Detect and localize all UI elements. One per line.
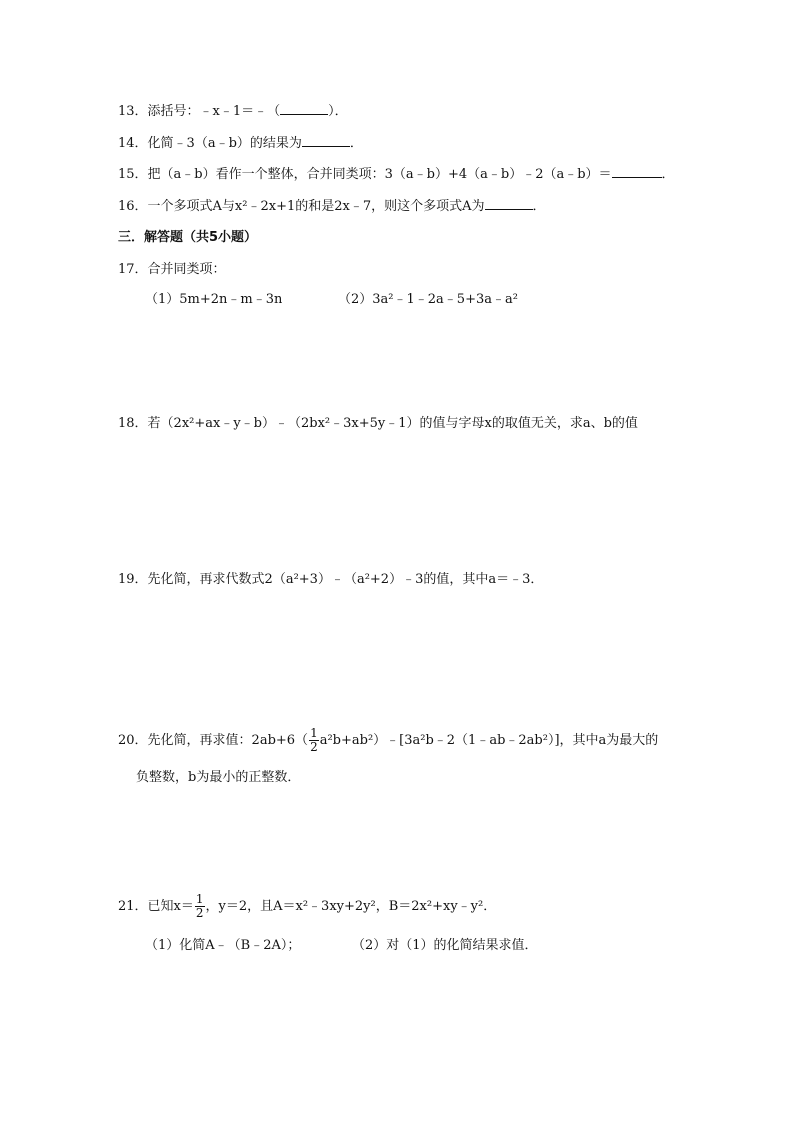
fraction-denominator: 2: [195, 906, 204, 920]
question-21-part-2: （2）对（1）的化简结果求值．: [352, 938, 538, 953]
fraction-numerator: 1: [310, 726, 318, 740]
q14-suffix: ．: [349, 136, 363, 151]
question-14: [118, 134, 363, 154]
fraction-half: [195, 893, 205, 920]
section-heading: 三．解答题（共5小题）: [118, 230, 258, 245]
q21-prefix: 21．已知x＝: [118, 899, 194, 914]
question-20: [118, 727, 658, 754]
question-13: [118, 102, 348, 122]
q13-suffix: ）．: [328, 104, 348, 119]
question-20-line-2: 负整数，b为最小的正整数．: [136, 770, 301, 785]
answer-blank[interactable]: [485, 197, 533, 210]
question-17-part-1: （1）5m+2n﹣m﹣3n: [145, 292, 283, 307]
fraction-half: [309, 727, 319, 754]
question-17: 17．合并同类项：: [118, 262, 226, 277]
question-16: [118, 197, 546, 217]
q15-text: 15．把（a﹣b）看作一个整体，合并同类项：3（a﹣b）+4（a﹣b）﹣2（a﹣b）＝: [118, 167, 612, 182]
question-17-part-2: （2）3a²﹣1﹣2a﹣5+3a﹣a²: [338, 292, 518, 307]
fraction-numerator: 1: [195, 892, 204, 906]
q21-middle: ，y＝2，且A＝x²﹣3xy+2y²，B＝2x²+xy﹣y²．: [205, 899, 497, 914]
q14-text: 14．化简﹣3（a﹣b）的结果为: [118, 136, 302, 151]
answer-blank[interactable]: [612, 165, 662, 178]
q16-suffix: ．: [532, 199, 546, 214]
question-15: [118, 165, 675, 185]
answer-blank[interactable]: [302, 134, 350, 147]
question-19: 19．先化简，再求代数式2（a²+3）﹣（a²+2）﹣3的值，其中a＝﹣3．: [118, 572, 544, 587]
q16-text: 16．一个多项式A与x²﹣2x+1的和是2x﹣7，则这个多项式A为: [118, 199, 485, 214]
question-21-part-1: （1）化简A﹣（B﹣2A）；: [145, 938, 301, 953]
q20-middle: a²b+ab²）﹣[3a²b﹣2（1﹣ab﹣2ab²）]，其中a为最大的: [319, 733, 659, 748]
q13-text: 13．添括号：﹣x﹣1＝﹣（: [118, 104, 281, 119]
question-18: 18．若（2x²+ax﹣y﹣b）﹣（2bx²﹣3x+5y﹣1）的值与字母x的取值无关，求a、b的值: [118, 416, 638, 431]
answer-blank[interactable]: [280, 102, 328, 115]
q20-prefix: 20．先化简，再求值：2ab+6（: [118, 733, 309, 748]
fraction-denominator: 2: [310, 740, 318, 754]
question-21: [118, 893, 496, 920]
q15-suffix: ．: [661, 167, 675, 182]
